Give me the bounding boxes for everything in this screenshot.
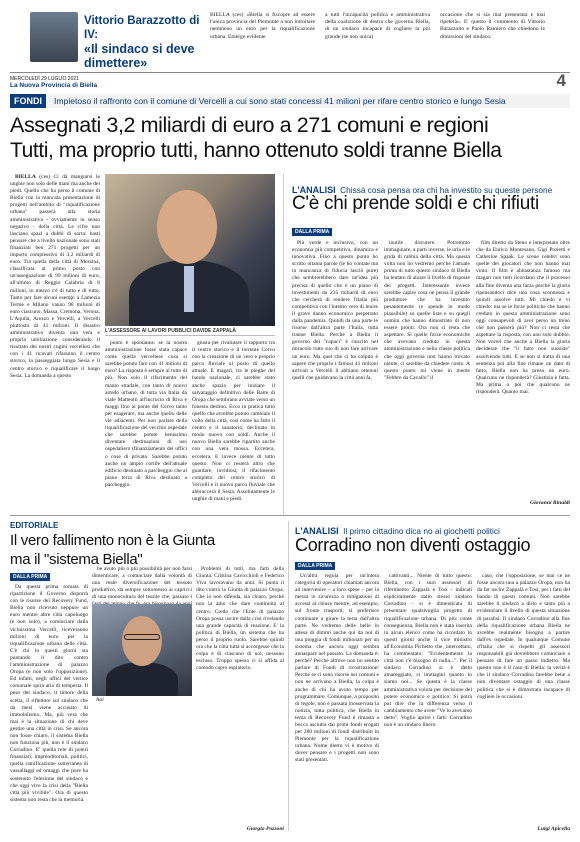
section-tag-analisi-2: L'ANALISI — [295, 526, 339, 536]
analisi-2-headline: Corradino non diventi ostaggio — [295, 535, 531, 555]
analisi-1-dalla-prima: DALLA PRIMA — [292, 228, 332, 236]
analisi-1-column-1 — [292, 240, 378, 505]
photo-face — [157, 190, 217, 264]
main-headline-line-1: Assegnati 3,2 miliardi di euro a 271 comuni e regioni — [10, 113, 489, 137]
analisi-1-column-3 — [476, 240, 570, 498]
teaser-title-text: Vittorio Barazzotto di IV: — [84, 15, 200, 41]
analisi-1-column-2-text: inutile discutere. Potremmo immaginare, a parti inverse, le urla e le grida di rabbia della città. Ma questa volta non ho vedremo perché l'attuale prima di tutto questo sindaco di Biella ha tentato di alzare il livello di risposte dei progetti. Interessante invece sarebbe capire cosa ne pensa il grande produttore che ha investito pesantemente (e spende in modo plausibile) su quelle liste e su quegli uomini che hanno dimostrato di non essere pronti. Ora non ci resta che aspettare. Si quelle forze economiche che avevano creduto in questa amministrazione e nella classe politica che oggi governa non hanno trovato niente, ci sarebbe da chiedere conto. A questo punto mi viene in mente "Febbre da Cavallo" il — [384, 240, 470, 381]
editoriale-dalla-prima: DALLA PRIMA — [10, 573, 50, 581]
page-number: 4 — [556, 71, 566, 90]
teaser-box — [10, 10, 570, 68]
main-article-column-2 — [105, 340, 187, 514]
photo-tie — [184, 266, 194, 312]
analisi-1-column-1-text: Più verde e inclusivo, con un economia più competitiva, dinamica e innovativa. Fino a questo punto ho scritto ottanta parole (le ho contate ma in mancanza di fiducia lasciò pure) che sembrerebbero dare un'idea più precisa di quello che è un piano di investimenti da 235 miliardi di euro che cercherà di rendere l'Italia più competitiva con l'intento vero di lenire il grave danno economico perpetrato dalla pandemia. Quindi da una parte le risorse dall'altra parte l'Italia, tutta tranne Biella. Perché a Biella il governo dei "capaci" è riuscito nel miracolo tutto suo di non fare arrivare un euro. Ma quel che ci ha colpito è sapere che proprio i famosi 41 milioni arrivati a Vercelli li abbiano ottenuti quelli che guidavano la città anni fa. — [292, 240, 378, 381]
fondi-kicker-bar — [10, 94, 570, 108]
main-column-2-text: punto è spontanea: se la nostra amministrazione fosse stata capace come quella vercellese cosa si sarebbe potuto fare con 41 milioni di euro? La risposta è sempre al tutto di più. Non solo il rifacimento del manto stradale, con tanto di nuovo arredo urbano, di tutta via Italia da viale Matteotti all'incrocio di Riva e maggi fino al ponte del Cervo tanto per esagerare, ma anche quello delle vie adiacenti. Per non parlare della riqualificazione del vecchio ospedale che sarebbe potute benissimo diventare destinazioni di uso ospedaliero (finanziamento dei uffici o cose di privato. Sarebbe potuto anche un ampio cortile dell'attuale edificio destinato a parcheggio che al piano terra di Riva destinato a parcheggio. — [105, 340, 188, 488]
main-headline — [10, 112, 570, 164]
editoriale-column-3-text: Problemi di tutti, ma fatti della Giunta. Cristina Cavicchioli e Federico Viva lavoravano da anni. Si punta il dito contro la Giunta di palazzo Oropa. Che io non difenda, sia chiaro, perché non la amo che dare continuità al centro. Credo che l'Ente di palazzo Oropa possa uscire dalla crisi rivelando una grande capacità di reazione. E' la politica di Biella, un sistema che ha perso il proprio ruolo. Sarebbe quindi ora che la città tutta si accorgesse che la colpa è di ciascuno di noi, nessuno escluso. Troppo spesso ci si affida al comodo capro espiatorio. — [196, 566, 284, 672]
teaser-column-2: a tutti l'incapacità politica e amministrativa della coalizione di destra che governa Biella, di un sindaco incapace di cogliere la più grande (se non unica) — [325, 12, 430, 40]
analisi-2-column-3-text: caso, che l'opposizione, se mai ce ne fosse ancora una a palazzo Oropa, non ha da far uscire Zappalà e Tosi, per i fatti del bando di questi comuni. Non sarebbe sarebbe il sindaco a dirlo e tanto più a evidenziare il livello di questa situazione di paralisi. Il sindaco Corradino alla fine della riqualificazione urbana Biella ne avrebbe realmente bisogno a partire dall'ex ospedale. In qualunque Comune d'Italia che si rispetti gli assessori responsabili già dovrebbero cominciare a pensare di fare un passo indietro. Ma questo non è il caso di Biella: la verità è che il sindaco Corradino farebbe bene a non diventare ostaggio di una classe politica che si è dimostrata incapace di cogliere le occasioni. — [477, 573, 570, 700]
editoriale-column-2-top — [92, 566, 192, 602]
assessore-photo — [105, 174, 275, 326]
analisi-2-column-3 — [477, 573, 570, 823]
analisi-2-column-2 — [384, 573, 472, 831]
issue-date: MERCOLEDÌ 29 LUGLIO 2021 — [10, 76, 79, 82]
editoriale-headline-line-2: ma il "sistema Biella" — [10, 551, 143, 568]
main-lead-word: BIELLA — [15, 174, 36, 180]
analisi-2-kicker-text: Il primo cittadino dica no ai giochetti politici — [343, 526, 500, 536]
editoriale-photo-caption: Asti — [96, 698, 104, 703]
teaser-column-3: occasione che si sia mai presentata e mai ripeterà». E' questo il commento di Vittorio Barazzotto e Paolo Ramiero che chiedono le dimissioni del sindaco. — [440, 12, 545, 40]
analisi-1-headline: C'è chi prende soldi e chi rifiuti — [292, 193, 539, 214]
column-divider-bottom — [288, 521, 289, 831]
section-tag-analisi-1: L'ANALISI — [292, 185, 336, 195]
main-article-column-1 — [10, 174, 100, 514]
column-divider — [283, 174, 284, 514]
analisi-1-kicker-text: Chissà cosa pensa ora chi ha investito su queste persone — [340, 185, 553, 195]
editoriale-photo — [92, 604, 192, 696]
main-headline-line-2: Tutti, ma proprio tutti, hanno ottenuto soldi tranne Biella — [10, 139, 502, 162]
teaser-subtitle: «Il sindaco si deve dimettere» — [84, 42, 195, 70]
analisi-2-column-2-text: cattivanti... Niente di tutto questo: Biella, con i suoi assessori di riferimento Zappalà e Tosi - indicati esplicitamente dallo stesso sindaco Corradino - si è dimenticata di presentare qualsivoglia progetto di riqualificazione urbana. Di più: come conseguenza, Biella non è stata inserita in alcun elenco come ha ricordato in questi giorni anche il vice ministro all'Economia Pichetto che, intercettato, ha commentato: "Evidentemente la città non c'è bisogno di nulla...". Per il sindaco Corradino si è detto amareggiato, si immagini quanto lo siamo noi... Se questa è la classe amministrativa voluta per decisione del potere economico e politico: Si potrà pur dire che la differenza verso il cambiamento che avete "Ve lo avevamo detto". Voglio aprire i fatti: Corradino non è un sindaco libero. — [384, 573, 472, 728]
page-header-bar — [10, 72, 570, 92]
masthead: La Nuova Provincia di Biella — [10, 82, 98, 89]
analisi-2-column-1 — [295, 573, 379, 831]
main-article-column-3 — [192, 340, 275, 514]
main-column-1-text: (ces) Ci dà mangiarsi le unghie non solo delle mani ma anche dei piedi. Quello che ha perso il comune di Biella con la mancata presentazione di progetti nell'ambito di "riqualificazione urbana" passerà alla storia amministrativa - ovviamente in senso negativo - della città. Le cifre non lasciano spazi a dubbi di sorta: basti pensare che a livello nazionale sono stati finanziati ben 271 progetti per un importo complessivo di 3,2 miliardi di euro. Tra quella della città di Messina, classificata al primo posto con un'assegnazione di 99 milioni di euro, all'ultimo di Reggio Calabria di 8 milioni, in mezzo c'è di tutto e di tutto. Tanto per fare alcuni esempi a Lamezia Terme e Milano vanno 98 milioni di euro ciascuno, Massa, Cremona, Verona, L'Aquila, Arezzo e Vercelli, a Vercelli piuttosto di 41 milioni. Il disastro amministrativo diventa una vera e propria umiliazione considerando il risultato dei nostri cugini vercellesi che con i 41 ricavati rifaranno il centro storico, la passeggiata lungo Sesia e il centro storico e riqualificare il lungo Sesia. La domanda a questo — [10, 174, 101, 379]
small-photo-suit — [106, 662, 178, 696]
main-column-3-text: giusta per rivalutare il rapporto tra il centro storico e il torrente Cervo con la creazione di un vero e proprio parco fluviale al posto di quello attuale. E magari, tra le pieghe del bando nazionale, ci sarebbe stato anche spazio per iniziare il salvataggio definitivo delle Baite di Oropa che sembrano avviate verso un funesto destino. Ecco in pratica tutto quello che avrebbe potuto cambiare il volto della città, cosi come ha fatto il centro e il sanatorio, declinato in modo nuovo con soldi. Anche il nuovo Biella sarebbe ripartito anche con una vera mossa. Eccetera, eccetera. E invece niente di tutto questo. Non ci resterà altro che guardare, invidiosi, il rifacimento completo del centro storico di Vercelli e il nuovo parco fluviale che abbraccerà il Sesia. Assolutamente le unghie di mani e piedi. — [192, 340, 275, 503]
section-tag-editoriale: EDITORIALE — [10, 521, 59, 530]
editoriale-headline-line-1: Il vero fallimento non è la Giunta — [10, 532, 215, 549]
editoriale-column-1-text: Da questa prima tornata di ripartizione il Governo disporrà con le risorse del Recovery Fund, Biella non ricevuto neppure un euro mentre altre città capoluogo (e non solo), a cominciare dalla vicinissima Vercelli, riceveranno milioni di euro per la riqualificazione urbana delle città. C'è chi in questi giorni sta puntando il dito contro l'amministrazione di palazzo Oropa (e non solo l'opposizione). Ed infatti, negli uffici del vertice comunale spira aria di tempesta. Il peso del sindaco, il timore della scelta, il riflettore sul sindaco che da mesi viene accusato di immobilismo. Ma, più vera che mai è la situazione di chi deve gestire una città in crisi. Se ancora non fosse chiaro, il sistema Biella non funziona più, non è il sindaco Corradino. E' quella rete di poteri finanziari, imprenditoriali, politici, quella ramificazione sotterranea di vassallaggi ed omaggi che pure ha sostenuto l'elezione del sindaco e che oggi vive la crisi della "Biella città più vivibile". Ora di questo sistema non resta che la memoria. — [10, 584, 88, 803]
analisi-1-column-3-text: film diretto da Steno e interpretato oltre che da Enrico Montesano, Gigi Proietti e Catherine Spaak. Le scene celebri sono quelle dei giocatori che non hanno mai vinto. Il film è abbastanza famoso ma magari non tutti ricordano che il processo alla fine diventa una farsa perché la giuria ripensandoci dice una cosa sconnessa e quindi assolve tutti. Mi chiedo e vi chiedo: ma se le forze politiche che hanno creduto in questa amministrazione sono oggi consapevoli di aver perso un treno che non passerà più? Non ci resta che aspettare la risposta, con uno solo dubbio. Non vorrei che anche a Biella la giuria decidesse che "il fatto non sussiste" assolvendo tutti. E se non si tratta di una sentenza poi alla fine rimane un dato di fatto, Biella non ha preso un euro. Qualcuno ne risponderà? Giustizia è fatta. Ma prima o poi che qualcuno ne risponderà. Quanto mai. — [476, 240, 570, 395]
teaser-photo — [30, 12, 78, 62]
editoriale-signature: Giorgio Pozzoni — [246, 826, 284, 832]
photo-caption: L'ASSESSORE AI LAVORI PUBBLICI DAVIDE ZAPPALÀ — [105, 326, 275, 336]
section-tag-fondi: FONDI — [10, 94, 46, 108]
analisi-2-dalla-prima: DALLA PRIMA — [295, 562, 335, 570]
small-photo-face — [122, 616, 162, 666]
editoriale-column-2-text: be avuto più o più possibilità per non farsi dimenticare, a cominciare dalla volontà di una reale diversificazione del tessuto produttivo, da sempre sottomesso ai capricci di una monocultura del tessile che, passato i — [92, 566, 192, 601]
analisi-1-signature: Giovanni Rinaldi — [530, 500, 570, 506]
editoriale-headline — [10, 531, 285, 569]
analisi-2-signature: Luigi Apicella — [537, 826, 570, 832]
analisi-1-column-2 — [384, 240, 470, 505]
analisi-2-column-1-text: Un'altra regola per un'intera categoria di operatori chiamati ancora ad intervenire – a loro spese – per la messa in sicurezza o mitigazioni di accessi al chiuso mentre, ad esempio, sul fronte trasporti, si preferisce continuare a girare la testa dall'altra parte. Ne vedremo delle belle in attesa di dimmi anche qui da noi di una pioggia di fondi milionari per un sistema che ancora oggi sembra annaspare nel passato. La domanda è: perché? Perché altrove non ho sentito parlare di Fondi di ricostruzione! Perché se ci sono risorse nei comuni e non ne arrivano a Biella, la colpa è anche di chi ha avuto tempo per programmare. Comunque, a proposito di regole, non è passata inosservata la notizia, tutta politica, che Biella in tema di Recovery Fund è rimasta a bocca asciutta dai primi fondi erogati per 280 milioni di fondi distribuiti in Piemonte per la riqualificazione urbana. Nome dietro vi è motivo di dover pensare e i progetti non sono stati presentati. — [295, 573, 379, 764]
teaser-column-1: BIELLA (ces) «Biella si fiscopre ad essere l'unica provincia del Piemonte a non introitare nemmeno un euro per la riqualificazione urbana. Emerge evidente — [210, 12, 315, 40]
teaser-title — [84, 14, 214, 70]
editoriale-column-1 — [10, 584, 88, 830]
fondi-kicker-text: Impietoso il raffronto con il comune di Vercelli a cui sono stati concessi 41 milioni per rifare centro storico e lungo Sesia — [54, 96, 506, 106]
section-divider — [10, 515, 570, 516]
small-photo-glasses — [124, 634, 160, 640]
editoriale-column-3 — [196, 566, 284, 824]
